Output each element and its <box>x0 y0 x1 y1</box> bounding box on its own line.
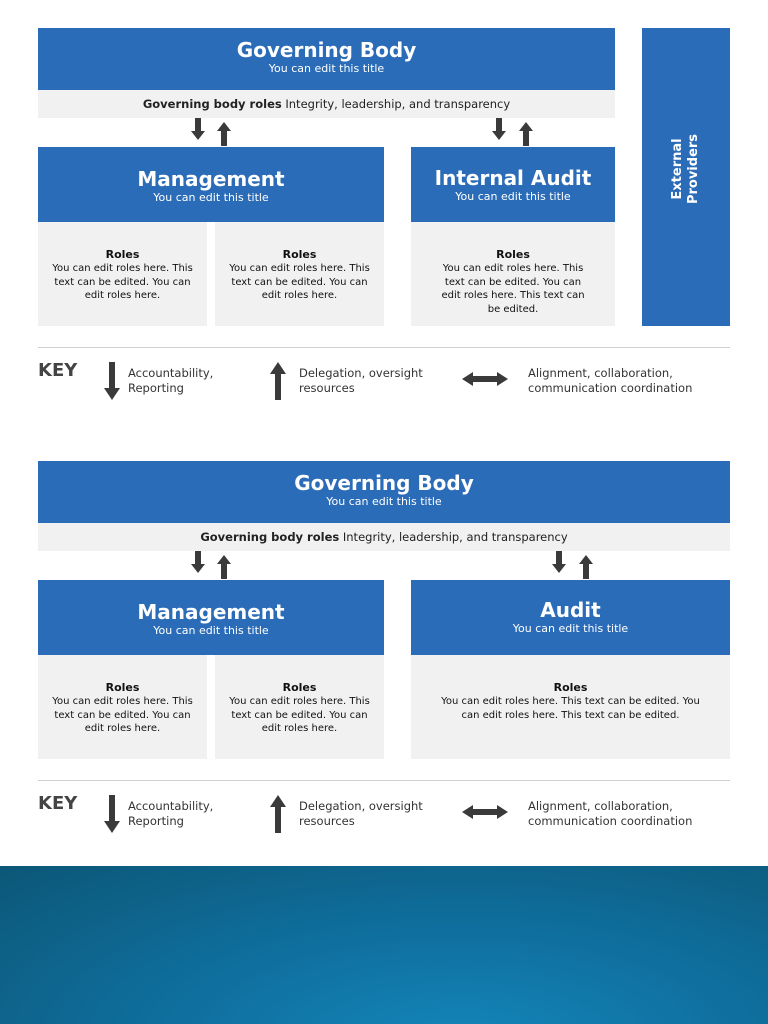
roles-text: You can edit roles here. This text can be edited. You can edit roles here. <box>52 696 193 734</box>
internal-audit-header <box>411 147 615 222</box>
external-label-line-1: External <box>669 138 685 200</box>
up-arrow-icon <box>217 555 231 579</box>
internal-audit-roles-box <box>411 222 615 326</box>
down-arrow-icon <box>191 551 205 573</box>
management-title: Management <box>137 167 285 191</box>
key-accountability-label: Accountability, Reporting <box>128 366 214 395</box>
roles-heading: Roles <box>496 248 530 261</box>
management-subtitle: You can edit this title <box>153 624 269 637</box>
management-roles-box-1 <box>38 222 207 326</box>
management-roles-box-2 <box>215 655 384 759</box>
management-subtitle: You can edit this title <box>153 191 269 204</box>
internal-audit-title: Internal Audit <box>434 166 592 190</box>
roles-heading: Roles <box>105 248 140 261</box>
up-arrow-icon <box>579 555 593 579</box>
management-header <box>38 580 384 655</box>
roles-heading: Roles <box>282 248 317 261</box>
external-label-line-2: Providers <box>685 133 701 205</box>
down-arrow-icon <box>552 551 566 573</box>
management-title: Management <box>137 600 285 624</box>
governing-body-roles-row <box>38 523 730 551</box>
roles-text: You can edit roles here. This text can be edited. You can edit roles here. <box>52 263 193 301</box>
management-roles-box-2 <box>215 222 384 326</box>
down-arrow-icon <box>104 362 120 400</box>
governing-body-roles-label: Governing body roles <box>200 530 340 544</box>
key-alignment-label: Alignment, collaboration, communication coordination <box>528 799 693 828</box>
internal-audit-subtitle: You can edit this title <box>455 190 571 203</box>
external-providers-label <box>670 134 702 204</box>
up-arrow-icon <box>519 122 533 146</box>
roles-text: You can edit roles here. This text can be edited. You can edit roles here. <box>229 263 370 301</box>
key-alignment-label: Alignment, collaboration, communication coordination <box>528 366 693 395</box>
down-arrow-icon <box>191 118 205 140</box>
roles-heading: Roles <box>553 681 588 694</box>
double-arrow-icon <box>462 371 508 387</box>
audit-subtitle: You can edit this title <box>512 622 629 635</box>
governing-body-title: Governing Body <box>294 471 474 495</box>
governing-body-title: Governing Body <box>236 38 417 62</box>
key-title: KEY <box>38 360 78 381</box>
down-arrow-icon <box>492 118 506 140</box>
key-title: KEY <box>38 793 78 814</box>
roles-text: You can edit roles here. This text can be edited. You can edit roles here. <box>229 696 370 734</box>
audit-header <box>411 580 730 655</box>
key-accountability-label: Accountability, Reporting <box>128 799 214 828</box>
governing-body-roles-label: Governing body roles <box>142 97 282 111</box>
audit-roles-box <box>411 655 730 759</box>
governing-body-subtitle: You can edit this title <box>326 495 442 508</box>
governing-body-roles-row <box>38 90 615 118</box>
up-arrow-icon <box>217 122 231 146</box>
key-delegation-label: Delegation, oversight resources <box>299 799 423 828</box>
up-arrow-icon <box>270 362 286 400</box>
double-arrow-icon <box>462 804 508 820</box>
governing-body-header <box>38 28 615 90</box>
audit-title: Audit <box>540 598 601 622</box>
roles-text: You can edit roles here. This text can be edited. You can edit roles here. This text can be edited. <box>441 696 700 721</box>
external-providers-box <box>642 28 730 326</box>
roles-text: You can edit roles here. This text can be edited. You can edit roles here. This text can be edited. <box>441 263 585 315</box>
key-divider <box>38 780 730 781</box>
governing-body-header <box>38 461 730 523</box>
key-delegation-label: Delegation, oversight resources <box>299 366 423 395</box>
management-roles-box-1 <box>38 655 207 759</box>
bottom-background-band <box>0 866 768 1024</box>
key-divider <box>38 347 730 348</box>
governing-body-subtitle: You can edit this title <box>268 62 385 75</box>
down-arrow-icon <box>104 795 120 833</box>
governing-body-roles-text: Integrity, leadership, and transparency <box>285 97 511 111</box>
management-header <box>38 147 384 222</box>
roles-heading: Roles <box>282 681 317 694</box>
up-arrow-icon <box>270 795 286 833</box>
governing-body-roles-text: Integrity, leadership, and transparency <box>342 530 568 544</box>
roles-heading: Roles <box>105 681 140 694</box>
